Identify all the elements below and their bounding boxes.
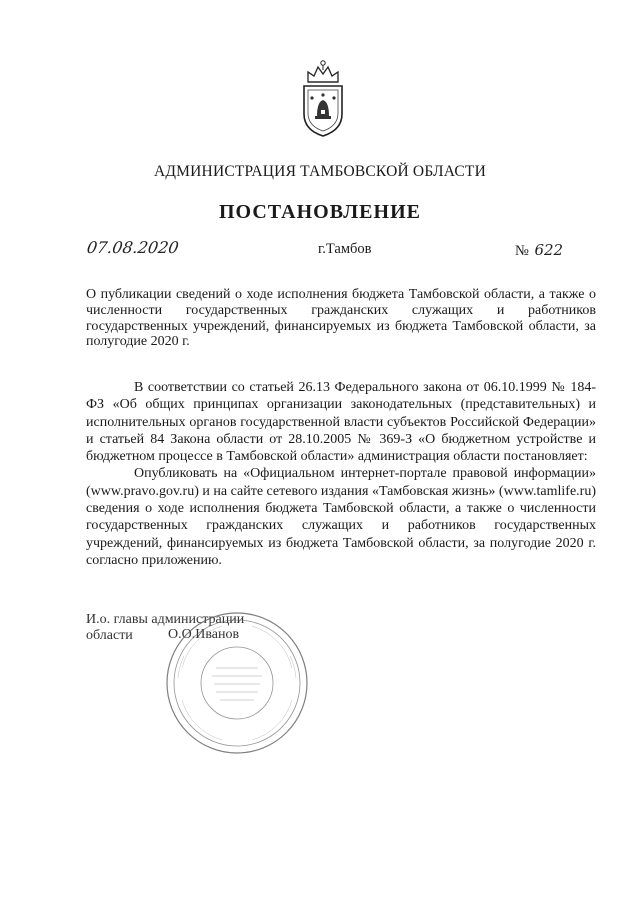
signatory-title-line-1: И.о. главы администрации xyxy=(86,612,245,627)
signatory-name: О.О.Иванов xyxy=(168,627,240,642)
body-paragraph-1: В соответствии со статьей 26.13 Федерального закона от 06.10.1999 № 184-ФЗ «Об общих принципах организации законодательных (представительных) и исполнительных органов государственной власти субъектов Российской Федерации» и статьей 84 Закона области от 28.10.2005 № 369-З «О бюджетном устройстве и бюджетном процессе в Тамбовской области» администрация области постановляет: xyxy=(86,380,596,465)
number-sign: № xyxy=(515,243,529,259)
document-city: г.Тамбов xyxy=(318,241,372,257)
document-body xyxy=(86,379,596,569)
official-seal-stamp xyxy=(162,608,312,758)
body-paragraph-2: Опубликовать на «Официальном интернет-портале правовой информации» (www.pravo.gov.ru) и на сайте сетевого издания «Тамбовская жизнь» (www.tamlife.ru) сведения о ходе исполнения бюджета Тамбовской области, а также о численности государственных гражданских служащих и работников государственных учреждений, финансируемых из бюджета Тамбовской области, за полугодие 2020 г. согласно приложению. xyxy=(86,466,596,568)
document-type-title: ПОСТАНОВЛЕНИЕ xyxy=(219,201,421,223)
document-date: 07.08.2020 xyxy=(85,238,180,257)
coat-of-arms-emblem xyxy=(300,58,346,138)
document-number xyxy=(515,241,563,260)
signatory-title-line-2: области xyxy=(86,628,133,643)
organization-title: АДМИНИСТРАЦИЯ ТАМБОВСКОЙ ОБЛАСТИ xyxy=(154,163,486,180)
number-value: 622 xyxy=(534,241,564,259)
document-subject: О публикации сведений о ходе исполнения бюджета Тамбовской области, а также о численности государственных гражданских служащих и работников государственных учреждений, финансируемых из бюджета Тамбовской области, за полугодие 2020 г. xyxy=(86,287,596,350)
